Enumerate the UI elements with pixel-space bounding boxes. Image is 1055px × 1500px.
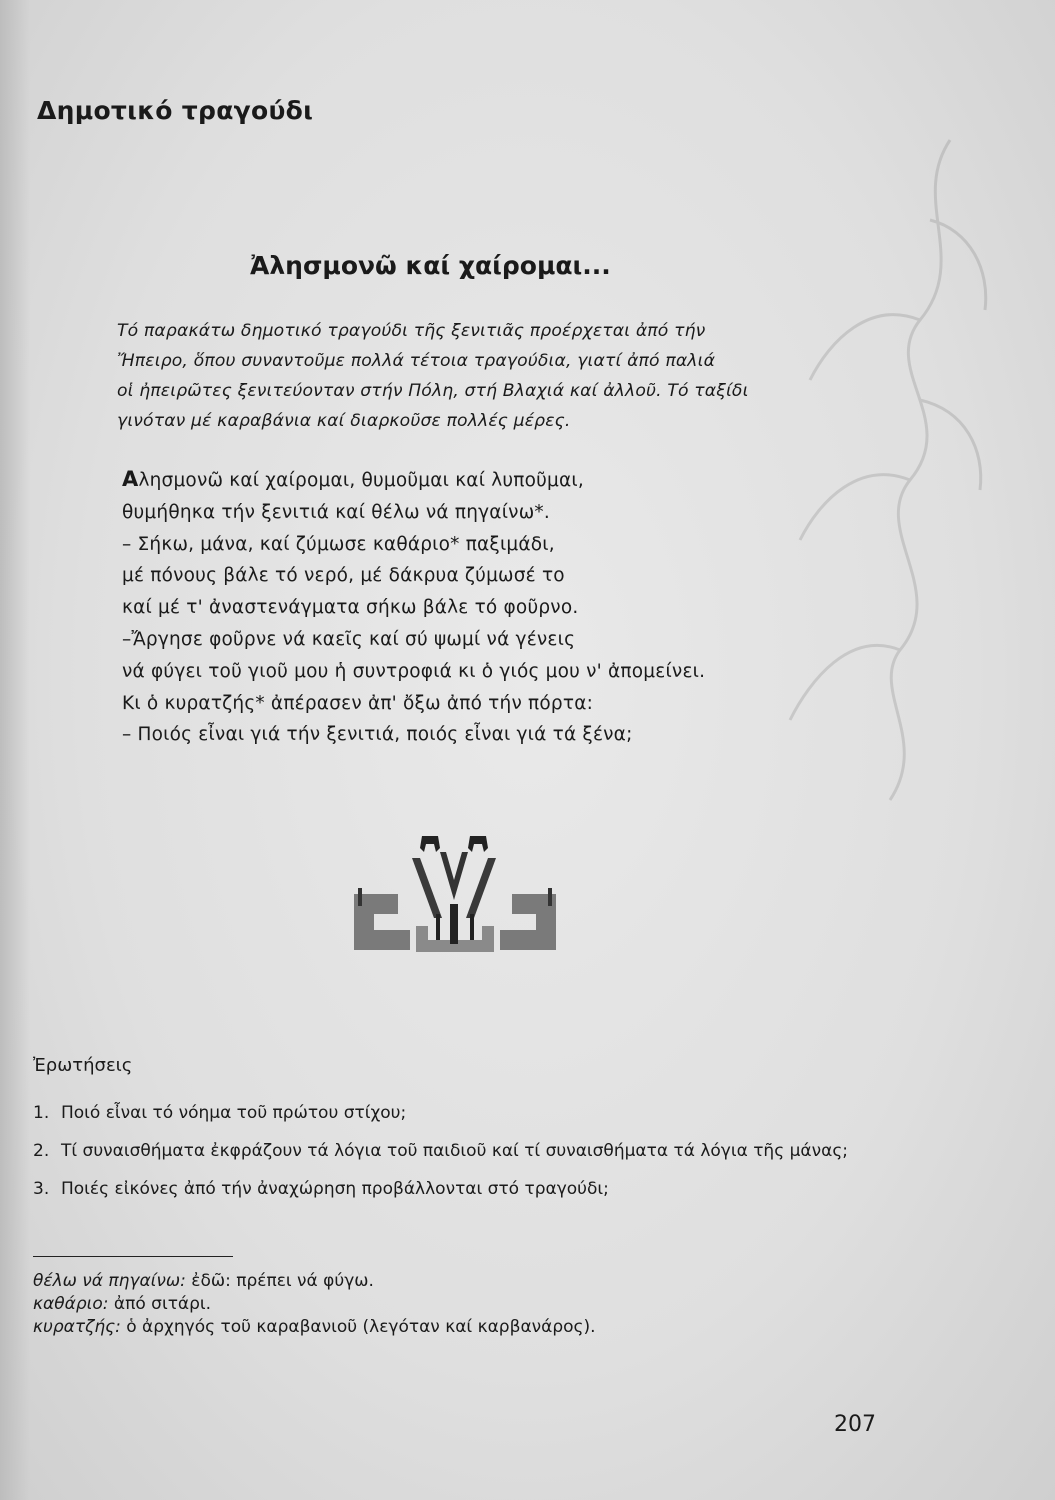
intro-line: γινόταν μέ καραβάνια καί διαρκοῦσε πολλές μέρες.	[117, 411, 571, 431]
poem-line: – Ποιός εἶναι γιά τήν ξενιτιά, ποιός εἶναι γιά τά ξένα;	[122, 724, 633, 746]
poem-title: Ἀλησμονῶ καί χαίρομαι...	[250, 251, 611, 280]
page-number: 207	[834, 1412, 876, 1437]
poem-line: –Ἄργησε φοῦρνε νά καεῖς καί σύ ψωμί νά γένεις	[122, 628, 576, 650]
glossary-entry	[33, 1270, 596, 1293]
poem-introduction	[117, 316, 865, 436]
question-text: Τί συναισθήματα ἐκφράζουν τά λόγια τοῦ παιδιοῦ καί τί συναισθήματα τά λόγια τῆς μάνας;	[61, 1141, 849, 1161]
footnote-divider	[33, 1256, 233, 1257]
glossary-footnotes	[33, 1270, 596, 1339]
question-number: 1.	[33, 1103, 50, 1123]
glossary-definition: ὁ ἀρχηγός τοῦ καραβανιοῦ (λεγόταν καί καρβανάρος).	[120, 1317, 596, 1337]
poem-line	[122, 464, 705, 497]
glossary-entry	[33, 1316, 596, 1339]
intro-line: οἱ ἠπειρῶτες ξενιτεύονταν στήν Πόλη, στή Βλαχιά καί ἀλλοῦ. Τό ταξίδι	[117, 381, 749, 401]
section-title: Δημοτικό τραγούδι	[37, 96, 314, 125]
poem-line: θυμήθηκα τήν ξενιτιά καί θέλω νά πηγαίνω*.	[122, 501, 550, 523]
glossary-term: καθάριο:	[33, 1294, 109, 1314]
poem-text	[122, 464, 705, 751]
poem-line: καί μέ τ' ἀναστενάγματα σήκω βάλε τό φοῦρνο.	[122, 597, 579, 619]
question-number: 3.	[33, 1179, 50, 1199]
glossary-term: κυρατζής:	[33, 1317, 121, 1337]
questions-list	[33, 1100, 883, 1214]
poem-line-rest: λησμονῶ καί χαίρομαι, θυμοῦμαι καί λυποῦμαι,	[138, 470, 584, 491]
drop-initial: Α	[122, 467, 139, 491]
poem-line: νά φύγει τοῦ γιοῦ μου ἡ συντροφιά κι ὁ γιός μου ν' ἀπομείνει.	[122, 660, 706, 682]
glossary-term: θέλω νά πηγαίνω:	[33, 1271, 186, 1291]
glossary-definition: ἐδῶ: πρέπει νά φύγω.	[185, 1271, 374, 1291]
question-text: Ποιές εἰκόνες ἀπό τήν ἀναχώρηση προβάλλονται στό τραγούδι;	[61, 1179, 609, 1199]
page-gutter-shadow	[0, 0, 30, 1500]
question-item	[33, 1138, 883, 1164]
poem-line: Κι ὁ κυρατζής* ἀπέρασεν ἀπ' ὄξω ἀπό τήν πόρτα:	[122, 692, 594, 714]
poem-line: – Σήκω, μάνα, καί ζύμωσε καθάριο* παξιμάδι,	[122, 533, 555, 555]
intro-line: Τό παρακάτω δημοτικό τραγούδι τῆς ξενιτιᾶς προέρχεται ἀπό τήν	[117, 321, 706, 341]
decorative-emblem-icon	[350, 830, 560, 960]
question-number: 2.	[33, 1141, 50, 1161]
question-text: Ποιό εἶναι τό νόημα τοῦ πρώτου στίχου;	[61, 1103, 407, 1123]
bleed-through-ornament-icon	[770, 120, 1000, 820]
questions-heading: Ἐρωτήσεις	[33, 1055, 133, 1076]
question-item	[33, 1100, 883, 1126]
intro-line: Ἤπειρο, ὅπου συναντοῦμε πολλά τέτοια τραγούδια, γιατί ἀπό παλιά	[117, 351, 716, 371]
glossary-definition: ἀπό σιτάρι.	[108, 1294, 212, 1314]
poem-line: μέ πόνους βάλε τό νερό, μέ δάκρυα ζύμωσέ το	[122, 565, 565, 587]
glossary-entry	[33, 1293, 596, 1316]
question-item	[33, 1176, 883, 1202]
